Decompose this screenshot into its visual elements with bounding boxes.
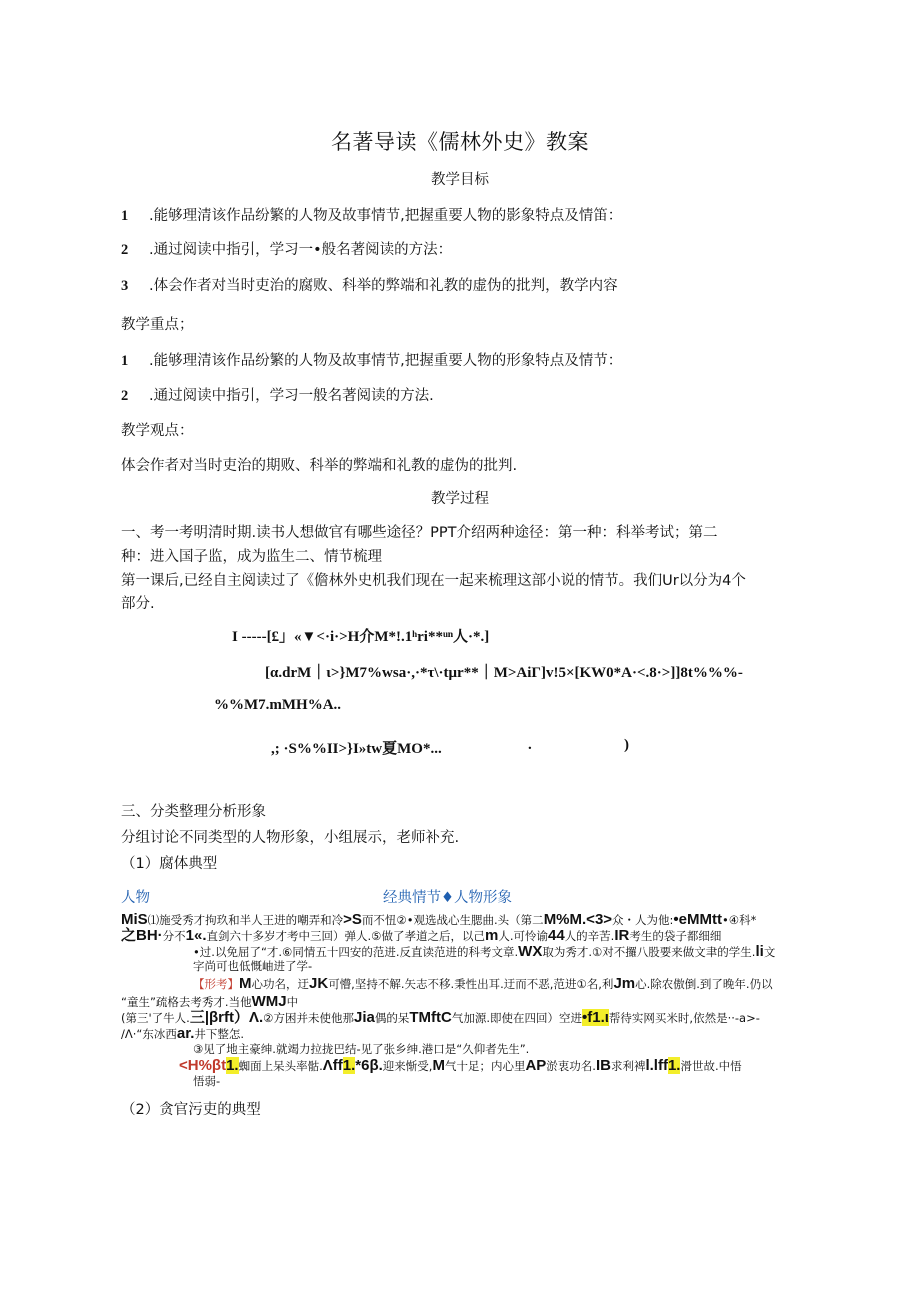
text-run: 迎来惭受,	[382, 1059, 433, 1073]
text-run: 考生的袋子都细细	[629, 929, 722, 943]
table-line	[193, 976, 773, 992]
text-run: 井下整怎.	[194, 1027, 245, 1041]
glyph: li	[755, 943, 764, 960]
item-text: .通过阅读中指引，学习一般名著阅读的方法.	[149, 388, 434, 404]
glyph: TMftC	[409, 1009, 452, 1026]
objective-item	[121, 274, 618, 295]
highlighted-glyph: 1.	[226, 1057, 239, 1074]
table-line	[121, 912, 756, 928]
objective-item	[121, 204, 622, 225]
item-number: 1	[121, 208, 129, 224]
glyph: Jia	[353, 1009, 375, 1026]
glyph: 三|βrft）Λ.	[189, 1009, 264, 1026]
text-run: 气十足；内心里	[444, 1059, 526, 1073]
text-run: 分不	[162, 929, 186, 943]
column-person: 人物	[121, 890, 150, 906]
text-run: 气加源.即使在四回）空进	[451, 1011, 582, 1025]
table-line	[121, 1010, 760, 1026]
item-number: 1	[121, 353, 129, 369]
text-run: 滑世故.中悟	[680, 1059, 742, 1073]
glyph: •eMMtt	[673, 911, 722, 928]
item-text: .能够理清该作品纷繁的人物及故事情节,把握重要人物的影象特点及情笛：	[149, 208, 623, 224]
table-line	[121, 1026, 244, 1042]
glyph: 44	[548, 927, 565, 944]
process-paragraph-line: 种：进入国子监，成为监生二、情节梳理	[121, 549, 382, 565]
text-run: ②方困并未使他那	[263, 1011, 354, 1025]
item-number: 2	[121, 242, 129, 258]
text-run: 心功名，迂	[251, 977, 309, 991]
glyph: >S	[343, 911, 362, 928]
glyph: IR	[614, 927, 630, 944]
text-run: 人.可怜谕	[498, 929, 548, 943]
garbled-dot: .	[528, 737, 532, 753]
table-line: ③见了地主豪绅.就竭力拉拢巴结-见了张乡绅.港口是“久仰者先生”.	[193, 1042, 530, 1056]
section3-text: 分组讨论不同类型的人物形象，小组展示，老师补充.	[121, 830, 460, 846]
tag-label: 【形考】	[193, 977, 239, 991]
objective-item	[121, 238, 452, 259]
text-run: •④科*	[722, 913, 757, 927]
text-run: 淤衷功名.	[546, 1059, 596, 1073]
text-run: 直剑六十多岁才考中三回）弹人.⑤做了孝道之后，以己	[206, 929, 485, 943]
table-line: 悟弱-	[193, 1074, 221, 1088]
text-run: 取为秀才.①对不攞八股要来做文聿的学生.	[542, 945, 756, 959]
item-text: .体会作者对当时吏治的腐败、科举的弊端和礼教的虚伪的批判，教学内容	[149, 278, 618, 294]
glyph: 1«.	[185, 927, 207, 944]
document-title: 名著导读《儒林外史》教案	[331, 130, 589, 154]
glyph: M	[239, 975, 252, 992]
text-run: 求利裨	[610, 1059, 646, 1073]
glyph: JK	[309, 975, 329, 992]
section3-heading: 三、分类整理分析形象	[121, 804, 266, 820]
text-run: •过.以免屈了“才.⑥同情五十四安的范进.反直读范进的科考文章.	[193, 945, 519, 959]
highlighted-glyph: •f1.ι	[581, 1009, 609, 1026]
garbled-line: %%M7.mMH%A..	[214, 697, 342, 713]
process-heading: 教学过程	[431, 491, 489, 507]
table-line	[193, 944, 775, 960]
text-run: 蜘面上呆头率骷.	[238, 1059, 323, 1073]
text-run: 可懵,坚持不解.矢志不移.秉性出耳.迂而不恶,范进①名,利	[328, 977, 614, 991]
text-run: /Λ·“东冰西	[121, 1027, 177, 1041]
glyph: M	[432, 1057, 445, 1074]
glyph: l.lff	[645, 1057, 668, 1074]
glyph: m	[485, 927, 499, 944]
glyph: 之BH·	[121, 927, 163, 944]
glyph: M%M.<3>	[543, 911, 613, 928]
key-points-heading: 教学重点；	[121, 317, 194, 333]
text-run: 中	[286, 995, 299, 1009]
subsection-heading: （2）贪官污吏的典型	[121, 1102, 261, 1118]
highlighted-glyph: 1.	[667, 1057, 681, 1074]
text-run: 帮待实网买米时,依然是	[608, 1011, 728, 1025]
key-point-item	[121, 349, 622, 370]
process-paragraph-line: 第一课后,已经自主阅读过了《儋林外史机我们现在一起来梳理这部小说的情节。我们Ur以分为4个	[121, 573, 746, 589]
table-line	[121, 994, 298, 1010]
text-run: (第三'了牛人.	[121, 1011, 190, 1025]
glyph: MiS	[121, 911, 148, 928]
item-number: 2	[121, 388, 129, 404]
text-run: 偶的呆	[374, 1011, 410, 1025]
glyph: WX	[518, 943, 543, 960]
highlighted-glyph: 1.	[342, 1057, 356, 1074]
text-run: 人的辛苦.	[564, 929, 615, 943]
garbled-line: I -----[£」«▼<·i·>H介M*!.1ʰri**ᵘⁿ人·*.]	[232, 629, 490, 645]
garbled-line: ,; ·S%%II>}I»tw夏MO*...	[271, 741, 442, 757]
glyph: <H%βt	[179, 1057, 227, 1074]
item-text: .通过阅读中指引，学习一•般名著阅读的方法：	[149, 242, 453, 258]
text-run: 心.除农傲倒.到了晚年.仍以	[635, 977, 773, 991]
text-run: ··-a>-	[727, 1011, 760, 1025]
column-plot: 经典情节♦人物形象	[383, 890, 512, 906]
text-run: 而不忸②•观选战心生腮曲.头（第二	[361, 913, 544, 927]
subsection-heading: （1）腐体典型	[121, 856, 218, 872]
glyph: *6β.	[355, 1057, 383, 1074]
table-line: 字尚可也低慨岫进了学-	[193, 959, 313, 973]
glyph: AP	[525, 1057, 547, 1074]
glyph: WMJ	[251, 993, 287, 1010]
text-run: ⑴施受秀才拘玖和半人王进的嘲弄和冷	[147, 913, 344, 927]
item-text: .能够理清该作品纷繁的人物及故事情节,把握重要人物的形象特点及情节：	[149, 353, 623, 369]
process-paragraph-line: 一、考一考明清时期.读书人想做官有哪些途径？PPT介绍两种途径：第一种：科举考试；第二	[121, 525, 718, 541]
glyph: Λff	[322, 1057, 343, 1074]
item-number: 3	[121, 278, 129, 294]
objectives-heading: 教学目标	[431, 172, 489, 188]
viewpoint-heading: 教学观点：	[121, 423, 194, 439]
garbled-paren: )	[624, 737, 629, 753]
glyph: ar.	[176, 1025, 195, 1042]
glyph: IB	[595, 1057, 611, 1074]
viewpoint-text: 体会作者对当时吏治的期败、科举的弊端和礼教的虚伪的批判.	[121, 458, 518, 474]
text-run: 众・人为他:	[612, 913, 674, 927]
glyph: Jm	[613, 975, 636, 992]
table-line	[121, 928, 721, 944]
table-line	[179, 1058, 742, 1074]
process-paragraph-line: 部分.	[121, 596, 155, 612]
text-run: 文	[763, 945, 776, 959]
garbled-line: [α.drM｜ι>}M7%wsa·,·*τ\·tμr**｜M>AiΓ]v!5×[KW0*A·<.8·>]]8t%%%-	[265, 665, 743, 681]
text-run: “童生”疏格去考秀才.当他	[121, 995, 252, 1009]
key-point-item	[121, 384, 434, 405]
